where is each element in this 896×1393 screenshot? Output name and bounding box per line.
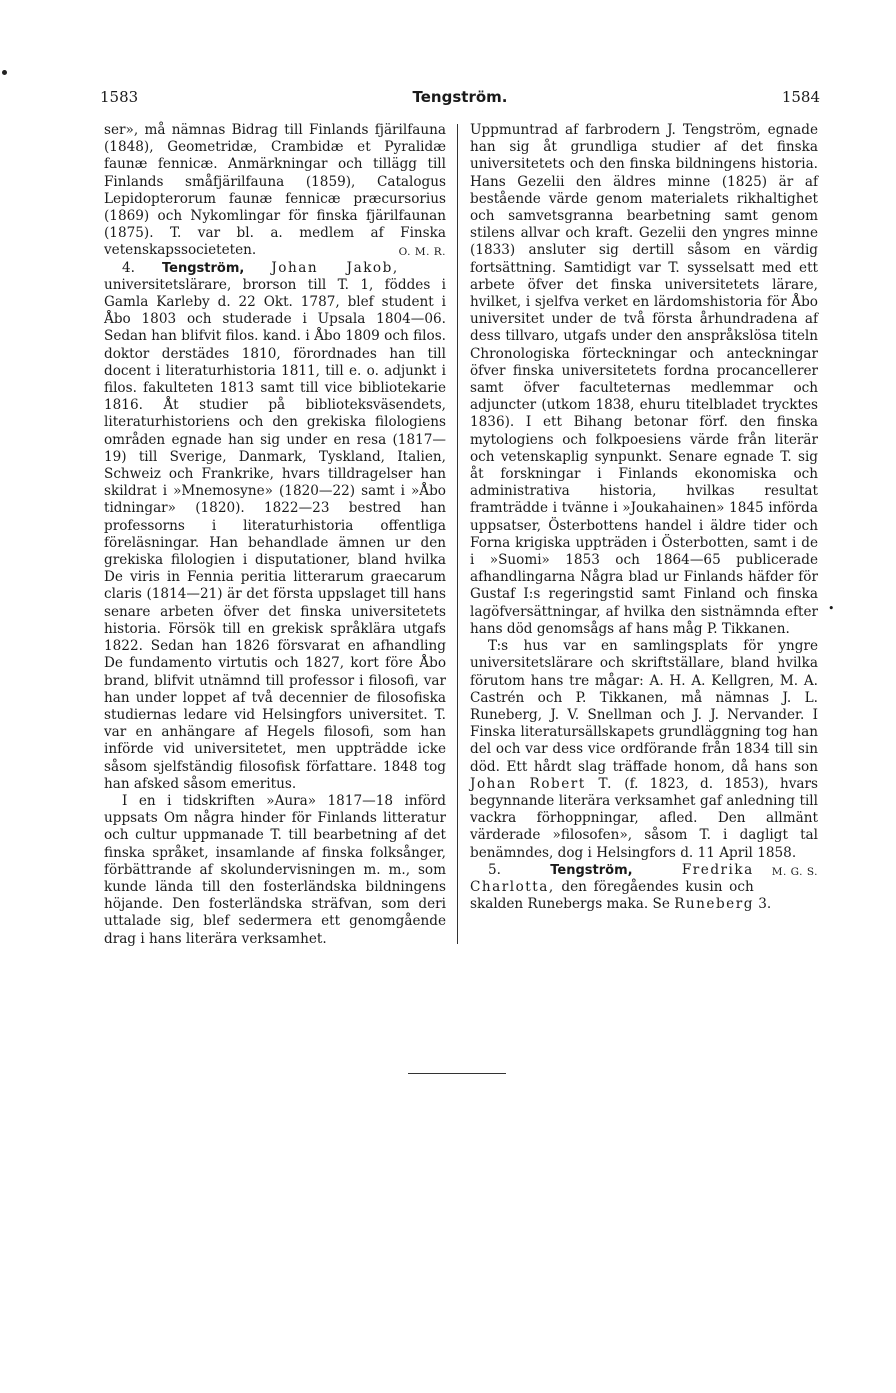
entry-4-paragraph-3: T:s hus var en samlingsplats för yngre universitetslärare och skriftställare, bland hvilka förutom hans tre mågar: A. H. A. Kellgren, M. A. Castrén och P. Tikkanen, må nämnas J. L. Runeberg, J. V. Snellman och J. J. Nervander. I Finska literatursällskapets grundläggning tog han del och var dess vice ordförande från 1834 till sin död. Ett hårdt slag träffade honom, då hans son Johan Robert T. (f. 1823, d. 1853), hvars begynnande literära verksamhet gaf anledning till vackra förhoppningar, afled. Den allmänt värderade »filosofen», såsom T. i dagligt tal benämndes, dog i Helsingfors d. 11 April 1858. M. G. S. [470, 638, 818, 862]
left-column [104, 122, 446, 948]
entry-4: 4. Tengström, Johan Jakob, universitetslärare, brorson till T. 1, föddes i Gamla Karleby d. 22 Okt. 1787, blef student i Åbo 1803 och studerade i Upsala 1804—06. Sedan han blifvit filos. kand. i Åbo 1809 och filos. doktor derstädes 1810, förordnades han till docent i literaturhistoria 1811, till e. o. adjunkt i filos. fakulteten 1813 samt till vice bibliotekarie 1816. Åt studier på biblioteksväsendets, literaturhistoriens och den grekiska filologiens områden egnade han sig under en resa (1817—19) till Sverige, Danmark, Tyskland, Italien, Schweiz och Frankrike, hvars tilldragelser han skildrat i »Mnemosyne» (1820—22) samt i »Åbo tidningar» (1820). 1822—23 bestred han professorns i literaturhistoria offentliga föreläsningar. Han behandlade ämnen ur den grekiska filologien i disputationer, bland hvilka De viris in Fennia peritia litterarum graecarum claris (1814—21) är det första uppslaget till hans senare arbeten öfver det finska universitetets historia. Försök till en grekisk språklära utgafs 1822. Sedan han 1826 försvarat en afhandling De fundamento virtutis och 1827, kort före Åbo brand, blifvit utnämnd till professor i filosofi, var han under loppet af två decennier de filosofiska studiernas ledare vid Helsingfors universitet. T. var en anhängare af Hegels filosofi, som han införde vid universitetet, men uppträdde icke såsom sjelfständig filosofisk författare. 1848 tog han afsked såsom emeritus. [104, 259, 446, 792]
entry-3-continuation: ser», må nämnas Bidrag till Finlands fjärilfauna (1848), Geometridæ, Crambidæ et Pyralidæ faunæ fennicæ. Anmärkningar och tillägg till Finlands småfjärilfauna (1859), Catalogus Lepidopterorum faunæ fennicæ præcursorius (1869) och Nykomlingar för finska fjärilfaunan (1875). T. var bl. a. medlem af Finska vetenskapssocieteten. O. M. R. [104, 122, 446, 260]
page-number-left: 1583 [100, 88, 139, 106]
end-rule [408, 1073, 506, 1074]
given-names: Johan Jakob, [271, 259, 399, 276]
running-title: Tengström. [412, 88, 508, 106]
margin-dot [2, 70, 7, 75]
son-name: Johan Robert T. [470, 775, 613, 792]
page-number-right: 1584 [781, 88, 820, 106]
column-rule [457, 124, 458, 944]
entry-4-paragraph-2: I en i tidskriften »Aura» 1817—18 införd uppsats Om några hinder för Finlands litteratur och cultur uppmanade T. till bearbetning af det finska språket, insamlande af finska folksånger, förbättrande af skolundervisningen m. m., som kunde lända till den fosterländska bildningens höjande. Den fosterländska sträfvan, som deri uttalade sig, blef sedermera ett genomgående drag i hans literära verksamhet. [104, 792, 446, 947]
entry-4-continuation: Uppmuntrad af farbrodern J. Tengström, egnade han sig åt grundliga studier af det finska universitetets och den finska bildningens historia. Hans Gezelii den äldres minne (1825) är af bestående värde genom materialets rikhaltighet och samvetsgranna bearbetning samt genom stilens allvar och kraft. Gezelii den yngres minne (1833) ansluter sig dertill såsom en värdig fortsättning. Samtidigt var T. sysselsatt med ett arbete öfver det finska universitetets lärare, hvilket, i sjelfva verket en lärdomshistoria för Åbo universitet under de två första århundradena af dess tillvaro, utgafs under den anspråkslösa titeln Chronologiska förteckningar och anteckningar öfver finska universitetets fordna procancellerer samt öfver faculteternas medlemmar och adjuncter (utkom 1838, ehuru titelbladet trycktes 1836). I ett Bihang betonar förf. den finska mytologiens och folkpoesiens värde från literär och vetenskaplig synpunkt. Senare egnade T. sig åt forskningar i Finlands ekonomiska och administrativa historia, hvilkas resultat framträdde i tvänne i »Joukahainen» 1845 införda uppsatser, Österbottens handel i äldre tider och Forna krigiska uppträden i Österbotten, samt i de i »Suomi» 1853 och 1864—65 publicerade afhandlingarna Några blad ur Finlands häfder för Gustaf I:s regeringstid samt Finland och finska lagöfversättningar, af hvilka den sistnämnda efter hans död genomsågs af hans måg P. Tikkanen. [470, 122, 818, 637]
margin-mark: • [828, 602, 835, 615]
author-signature: M. G. S. [771, 865, 818, 878]
entry-5: 5. Tengström, Fredrika Charlotta, den föregåendes kusin och skalden Runebergs maka. Se Runeberg 3. [470, 861, 772, 913]
page-header [100, 88, 820, 110]
headword: Tengström, [550, 862, 633, 878]
given-names: Fredrika Charlotta, [470, 861, 754, 895]
headword: Tengström, [162, 260, 245, 276]
author-signature: O. M. R. [398, 246, 446, 259]
right-column [470, 122, 818, 913]
cross-reference: Runeberg [674, 896, 754, 913]
